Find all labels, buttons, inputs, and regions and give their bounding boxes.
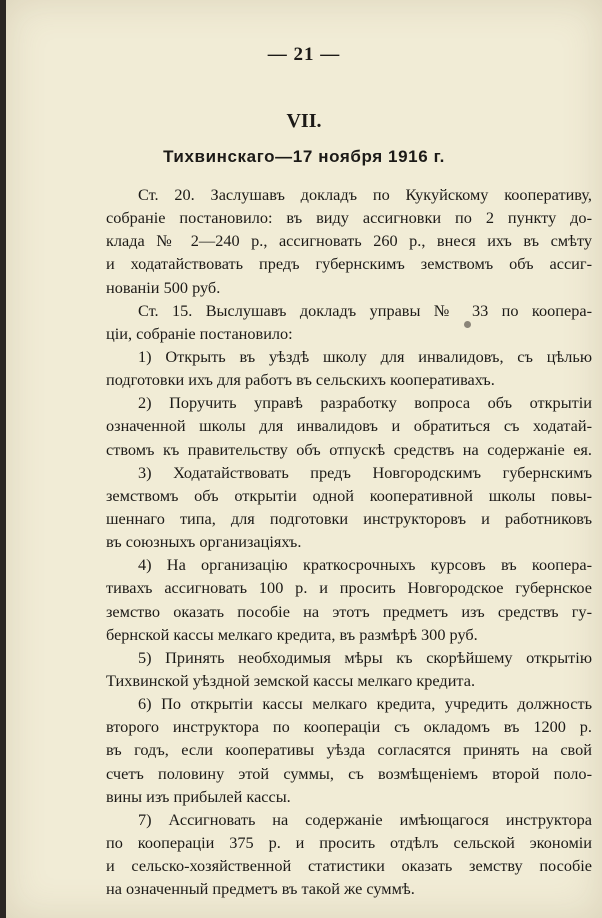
text-line: ствомъ къ правительству объ отпускѣ средствъ на содержаніе ея.	[106, 439, 592, 459]
section-number: VII.	[286, 110, 322, 132]
text-line: счетъ половину этой суммы, съ возмѣщеніемъ второй поло-	[106, 763, 592, 783]
section-heading: Тихвинскаго—17 ноября 1916 г.	[163, 147, 445, 166]
text-line: Ст. 15. Выслушавъ докладъ управы № 33 по коопера-	[138, 300, 592, 320]
text-line: и сельско-хозяйственной статистики оказать земству пособіе	[106, 856, 592, 876]
text-line: собраніе постановило: въ виду ассигновки по 2 пункту до-	[106, 208, 592, 228]
text-line: и ходатайствовать предъ губернскимъ земствомъ объ ассиг-	[106, 254, 592, 274]
text-line: земствомъ объ открытіи одной кооперативной школы повы-	[106, 485, 592, 505]
text-line: 3) Ходатайствовать предъ Новгородскимъ губернскимъ	[138, 462, 592, 482]
text-line: по коопераціи 375 р. и просить отдѣлъ сельской экономіи	[106, 832, 592, 852]
text-line: Тихвинской уѣздной земской кассы мелкаго кредита.	[106, 670, 476, 690]
text-line: 6) По открытіи кассы мелкаго кредита, учредить должность	[138, 694, 592, 714]
text-line: тивахъ ассигновать 100 р. и просить Новгородское губернское	[106, 578, 592, 598]
text-line: 7) Ассигновать на содержаніе имѣющагося инструктора	[138, 809, 592, 829]
page-number: — 21 —	[267, 44, 341, 65]
text-line: 2) Поручить управѣ разработку вопроса объ открытіи	[138, 393, 592, 413]
text-line: земство оказать пособіе на этотъ предметъ изъ средствъ гу-	[106, 601, 592, 621]
text-line: ціи, собраніе постановило:	[106, 323, 293, 343]
text-line: подготовки ихъ для работъ въ сельскихъ кооперативахъ.	[106, 370, 495, 390]
body-text	[106, 183, 592, 900]
text-line: Ст. 20. Заслушавъ докладъ по Кукуйскому кооперативу,	[138, 185, 592, 204]
text-line: на означенный предметъ въ такой же суммѣ.	[106, 879, 415, 899]
text-line: 1) Открыть въ уѣздѣ школу для инвалидовъ, съ цѣлью	[138, 346, 592, 366]
text-line: 4) На организацію краткосрочныхъ курсовъ въ коопера-	[138, 555, 592, 575]
text-line: бернской кассы мелкаго кредита, въ размѣрѣ 300 руб.	[106, 624, 478, 644]
text-line: 5) Принять необходимыя мѣры къ скорѣйшему открытію	[138, 647, 592, 667]
text-line: шеннаго типа, для подготовки инструкторовъ и работниковъ	[106, 508, 592, 528]
text-line: второго инструктора по коопераціи съ окладомъ въ 1200 р.	[106, 717, 592, 737]
text-line: означенной школы для инвалидовъ и обратиться съ ходатай-	[106, 416, 592, 436]
text-line: нованіи 500 руб.	[106, 277, 221, 297]
text-line: вины изъ прибылей кассы.	[106, 786, 291, 806]
text-line: въ годъ, если кооперативы уѣзда согласятся принять на свой	[106, 740, 592, 760]
paper-speck	[464, 321, 471, 328]
text-line: въ союзныхъ организаціяхъ.	[106, 532, 302, 552]
text-line: клада № 2—240 р., ассигновать 260 р., внеся ихъ въ смѣту	[106, 231, 592, 251]
document-page	[6, 0, 602, 918]
